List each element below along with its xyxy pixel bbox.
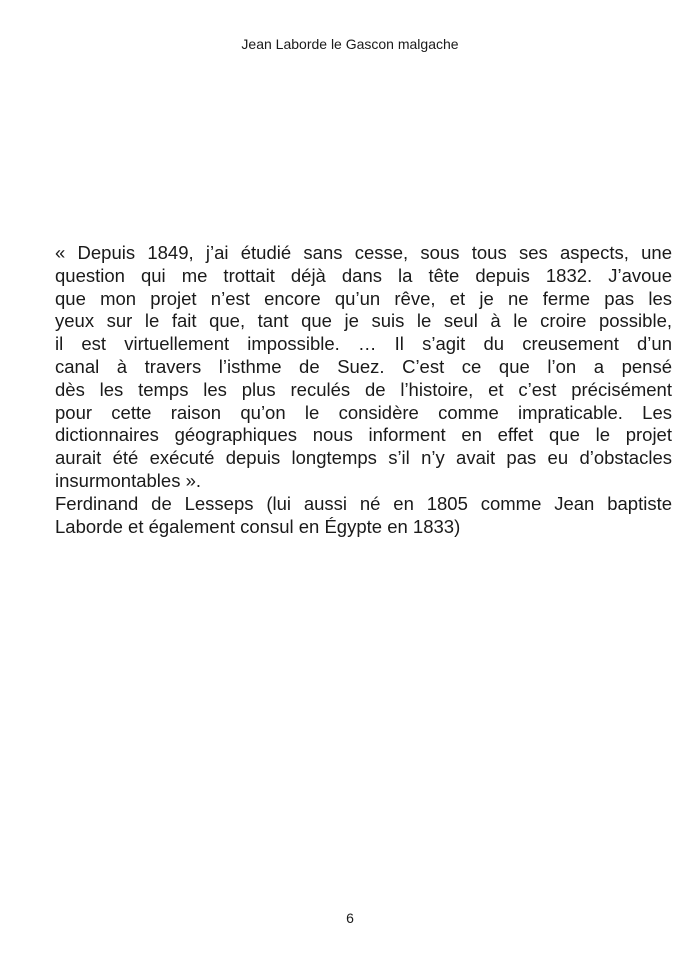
attribution-paragraph	[55, 493, 672, 539]
quote-line: aurait été exécuté depuis longtemps s’il n’y avait pas eu d’obstacles	[55, 447, 672, 469]
quote-line: dictionnaires géographiques nous informent en effet que le projet	[55, 424, 672, 446]
quote-line: pour cette raison qu’on le considère comme impraticable. Les	[55, 401, 672, 423]
quote-line: « Depuis 1849, j’ai étudié sans cesse, sous tous ses aspects, une	[55, 242, 672, 263]
page-body	[55, 242, 672, 538]
quote-line: yeux sur le fait que, tant que je suis le seul à le croire possible,	[55, 310, 672, 332]
quote-line: que mon projet n’est encore qu’un rêve, et je ne ferme pas les	[55, 287, 672, 309]
quote-line: il est virtuellement impossible. … Il s’agit du creusement d’un	[55, 333, 672, 355]
attribution-line: Ferdinand de Lesseps (lui aussi né en 1805 comme Jean baptiste	[55, 492, 672, 514]
quote-line: question qui me trottait déjà dans la tête depuis 1832. J’avoue	[55, 264, 672, 286]
quote-paragraph	[55, 242, 672, 493]
running-header: Jean Laborde le Gascon malgache	[241, 36, 459, 52]
quote-line: dès les temps les plus reculés de l’histoire, et c’est précisément	[55, 378, 672, 400]
attribution-line: Laborde et également consul en Égypte en 1833)	[55, 515, 461, 537]
page-number: 6	[346, 910, 354, 926]
quote-line: insurmontables ».	[55, 469, 202, 491]
quote-line: canal à travers l’isthme de Suez. C’est ce que l’on a pensé	[55, 355, 672, 377]
